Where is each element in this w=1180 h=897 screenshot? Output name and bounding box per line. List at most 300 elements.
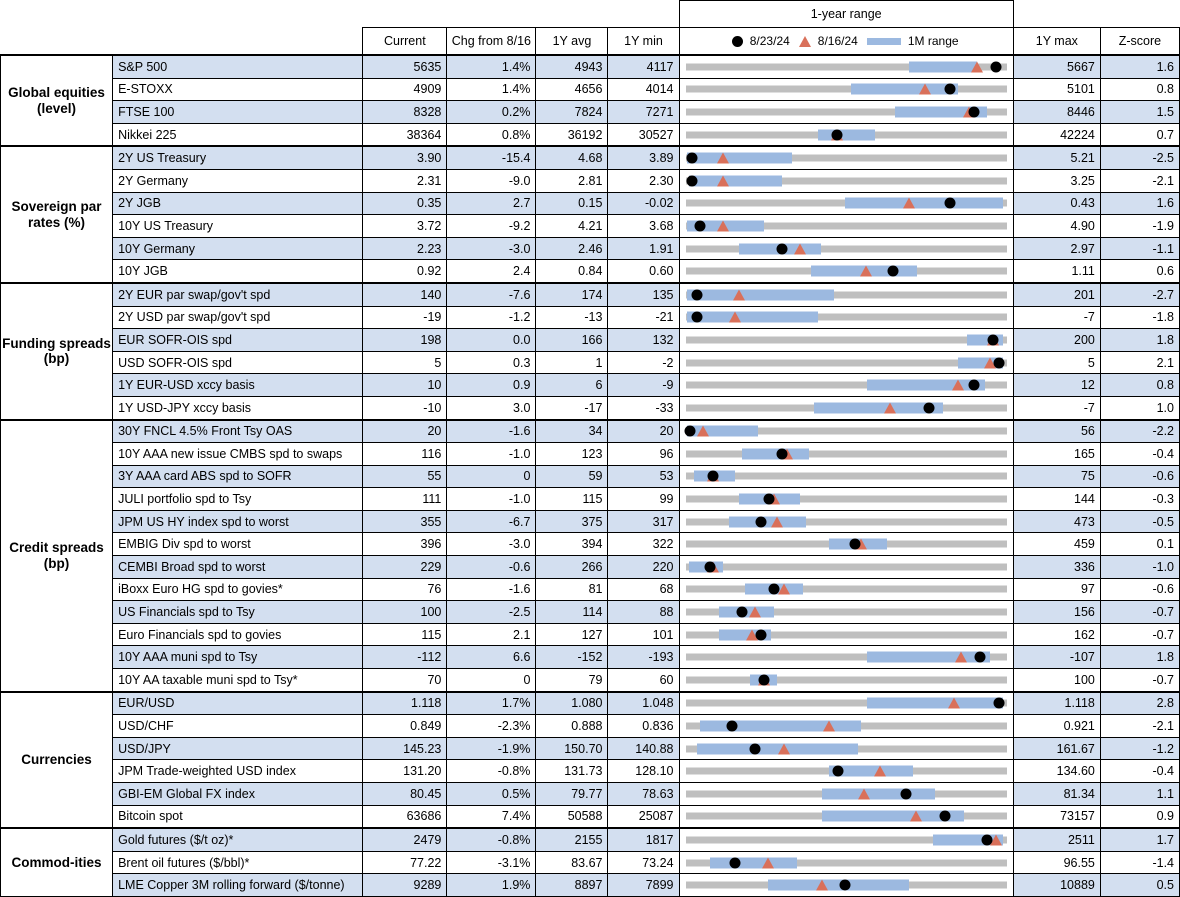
row-1y-max: 473 [1013,510,1100,533]
row-label: 2Y Germany [113,169,363,192]
row-label: US Financials spd to Tsy [113,601,363,624]
row-1y-min: 4014 [608,78,679,101]
row-label: EMBIG Div spd to worst [113,533,363,556]
current-marker-icon [756,516,767,527]
prior-week-marker-icon [948,698,960,709]
row-zscore: 0.8 [1100,78,1179,101]
row-1y-min: 317 [608,510,679,533]
row-1y-avg: 0.15 [536,192,608,215]
prior-week-marker-icon [749,607,761,618]
table-row [1,237,1180,260]
row-current: 1.118 [363,692,447,715]
row-zscore: -0.3 [1100,488,1179,511]
row-1y-min: 1817 [608,828,679,851]
row-current: 77.22 [363,851,447,874]
row-1y-max: 144 [1013,488,1100,511]
row-zscore: -1.2 [1100,737,1179,760]
row-change: -0.8% [447,760,536,783]
row-1y-min: 7899 [608,874,679,897]
row-label: GBI-EM Global FX index [113,783,363,806]
row-zscore: -0.6 [1100,465,1179,488]
current-marker-icon [849,539,860,550]
prior-week-marker-icon [955,652,967,663]
row-1y-max: 459 [1013,533,1100,556]
prior-week-marker-icon [717,220,729,231]
table-header [1,1,1180,56]
row-label: 10Y JGB [113,260,363,283]
row-1y-min: 99 [608,488,679,511]
row-zscore: 1.1 [1100,783,1179,806]
range-chart-cell [679,283,1013,306]
row-1y-avg: 115 [536,488,608,511]
range-track [686,563,1007,570]
row-label: LME Copper 3M rolling forward ($/tonne) [113,874,363,897]
row-zscore: -2.1 [1100,169,1179,192]
red-triangle-icon [799,36,811,47]
row-1y-min: 128.10 [608,760,679,783]
row-label: 2Y EUR par swap/gov't spd [113,283,363,306]
table-row [1,169,1180,192]
one-month-range-bar [710,857,797,868]
row-change: -1.6 [447,420,536,443]
row-1y-max: 8446 [1013,101,1100,124]
row-1y-avg: 166 [536,329,608,352]
row-1y-max: 161.67 [1013,737,1100,760]
row-zscore: -2.5 [1100,146,1179,169]
row-current: 5635 [363,55,447,78]
row-1y-min: 140.88 [608,737,679,760]
range-chart-cell [679,443,1013,466]
row-current: 145.23 [363,737,447,760]
row-1y-min: 0.60 [608,260,679,283]
range-chart-cell [679,306,1013,329]
group-label: Funding spreads (bp) [1,283,113,420]
row-1y-min: 101 [608,623,679,646]
row-change: 0.0 [447,329,536,352]
row-current: 5 [363,351,447,374]
row-1y-max: 0.43 [1013,192,1100,215]
range-chart-cell [679,169,1013,192]
row-label: JPM Trade-weighted USD index [113,760,363,783]
range-track [686,676,1007,683]
row-zscore: 0.9 [1100,805,1179,828]
group-label: Currencies [1,692,113,829]
row-1y-avg: 81 [536,578,608,601]
row-label: S&P 500 [113,55,363,78]
range-chart-cell [679,215,1013,238]
range-chart-cell [679,374,1013,397]
table-row [1,737,1180,760]
row-1y-min: 135 [608,283,679,306]
row-zscore: -1.0 [1100,556,1179,579]
row-1y-avg: -17 [536,396,608,419]
range-chart-cell [679,533,1013,556]
row-current: 2.23 [363,237,447,260]
row-1y-max: 5101 [1013,78,1100,101]
row-zscore: 1.8 [1100,646,1179,669]
row-change: 3.0 [447,396,536,419]
row-1y-max: 162 [1013,623,1100,646]
row-current: 80.45 [363,783,447,806]
row-1y-avg: 6 [536,374,608,397]
spacer-cell-10 [113,28,363,56]
row-1y-min: -0.02 [608,192,679,215]
current-marker-icon [777,243,788,254]
range-title: 1-year range [679,1,1013,28]
range-chart-cell [679,101,1013,124]
one-month-range-bar [845,198,1003,209]
spacer-cell-7 [1013,1,1100,28]
row-1y-min: 1.048 [608,692,679,715]
current-marker-icon [707,471,718,482]
row-current: -19 [363,306,447,329]
row-1y-max: 100 [1013,669,1100,692]
row-change: -9.0 [447,169,536,192]
current-marker-icon [994,357,1005,368]
col-zscore: Z-score [1100,28,1179,56]
row-current: 8328 [363,101,447,124]
legend [679,28,1013,56]
row-1y-avg: 0.888 [536,715,608,738]
row-zscore: 0.6 [1100,260,1179,283]
row-1y-max: -7 [1013,306,1100,329]
row-change: -3.1% [447,851,536,874]
one-month-range-bar [700,721,861,732]
row-current: -10 [363,396,447,419]
row-label: 10Y AAA muni spd to Tsy [113,646,363,669]
row-label: 10Y Germany [113,237,363,260]
row-change: -7.6 [447,283,536,306]
row-current: 140 [363,283,447,306]
row-zscore: -2.1 [1100,715,1179,738]
row-change: 0.3 [447,351,536,374]
table-row [1,260,1180,283]
range-chart-cell [679,851,1013,874]
current-marker-icon [839,880,850,891]
range-track [686,245,1007,252]
current-marker-icon [968,106,979,117]
row-current: 3.90 [363,146,447,169]
table-row [1,146,1180,169]
range-track [686,496,1007,503]
row-change: 0.9 [447,374,536,397]
row-1y-avg: 1 [536,351,608,374]
table-row [1,692,1180,715]
row-1y-max: 201 [1013,283,1100,306]
range-chart-cell [679,692,1013,715]
prior-week-marker-icon [794,243,806,254]
one-month-range-bar [867,698,1002,709]
row-label: Gold futures ($/t oz)* [113,828,363,851]
table-row [1,874,1180,897]
prior-week-marker-icon [919,84,931,95]
row-1y-avg: 79 [536,669,608,692]
row-1y-avg: 2.46 [536,237,608,260]
group-label: Credit spreads (bp) [1,420,113,692]
row-1y-avg: 79.77 [536,783,608,806]
blue-bar-icon [867,38,901,45]
current-marker-icon [981,834,992,845]
one-month-range-bar [909,61,977,72]
table-row [1,396,1180,419]
row-change: -2.3% [447,715,536,738]
row-current: 111 [363,488,447,511]
row-1y-max: 10889 [1013,874,1100,897]
row-current: 63686 [363,805,447,828]
row-1y-max: 56 [1013,420,1100,443]
row-zscore: 0.1 [1100,533,1179,556]
table-row [1,351,1180,374]
row-1y-max: -107 [1013,646,1100,669]
row-label: 2Y USD par swap/gov't spd [113,306,363,329]
legend-black-dot-label: 8/23/24 [749,34,790,48]
row-change: 6.6 [447,646,536,669]
range-chart-cell [679,488,1013,511]
row-1y-min: -21 [608,306,679,329]
row-change: -1.0 [447,488,536,511]
table-row [1,101,1180,124]
one-month-range-bar [822,788,935,799]
table-row [1,715,1180,738]
row-1y-max: 97 [1013,578,1100,601]
row-change: 2.4 [447,260,536,283]
prior-week-marker-icon [771,516,783,527]
current-marker-icon [686,153,697,164]
row-1y-max: 165 [1013,443,1100,466]
row-1y-max: 5.21 [1013,146,1100,169]
row-current: 10 [363,374,447,397]
row-current: 2479 [363,828,447,851]
current-marker-icon [685,426,696,437]
col-current: Current [363,28,447,56]
row-1y-max: 2511 [1013,828,1100,851]
row-1y-min: 96 [608,443,679,466]
table-row [1,420,1180,443]
prior-week-marker-icon [717,175,729,186]
table-row [1,329,1180,352]
table-row [1,283,1180,306]
row-change: -6.7 [447,510,536,533]
row-change: 1.7% [447,692,536,715]
row-1y-min: 20 [608,420,679,443]
row-zscore: 0.5 [1100,874,1179,897]
row-current: 9289 [363,874,447,897]
prior-week-marker-icon [762,857,774,868]
current-marker-icon [764,494,775,505]
row-1y-min: -193 [608,646,679,669]
row-1y-min: 60 [608,669,679,692]
prior-week-marker-icon [697,426,709,437]
table-row [1,828,1180,851]
row-zscore: -0.7 [1100,623,1179,646]
row-current: 100 [363,601,447,624]
row-zscore: -2.7 [1100,283,1179,306]
row-current: 38364 [363,123,447,146]
row-1y-max: 12 [1013,374,1100,397]
range-chart-cell [679,465,1013,488]
prior-week-marker-icon [778,743,790,754]
prior-week-marker-icon [729,312,741,323]
table-row [1,510,1180,533]
prior-week-marker-icon [884,402,896,413]
row-1y-avg: 4.21 [536,215,608,238]
row-change: 0.8% [447,123,536,146]
row-change: 0 [447,465,536,488]
row-current: 20 [363,420,447,443]
row-change: 2.1 [447,623,536,646]
range-chart-cell [679,78,1013,101]
current-marker-icon [991,61,1002,72]
range-chart-cell [679,146,1013,169]
row-1y-max: 1.11 [1013,260,1100,283]
prior-week-marker-icon [952,380,964,391]
range-chart-cell [679,783,1013,806]
row-1y-min: -2 [608,351,679,374]
row-1y-min: 220 [608,556,679,579]
range-track [686,86,1007,93]
one-month-range-bar [867,652,989,663]
range-chart-cell [679,874,1013,897]
row-1y-avg: 1.080 [536,692,608,715]
row-1y-avg: 375 [536,510,608,533]
row-1y-avg: 150.70 [536,737,608,760]
current-marker-icon [888,266,899,277]
range-chart-cell [679,737,1013,760]
row-zscore: 1.6 [1100,192,1179,215]
row-label: EUR/USD [113,692,363,715]
current-marker-icon [944,84,955,95]
row-1y-avg: 4943 [536,55,608,78]
row-current: 4909 [363,78,447,101]
row-1y-max: 200 [1013,329,1100,352]
row-1y-min: 73.24 [608,851,679,874]
row-1y-min: 132 [608,329,679,352]
prior-week-marker-icon [823,721,835,732]
range-track [686,336,1007,343]
row-label: 2Y US Treasury [113,146,363,169]
row-1y-avg: 4.68 [536,146,608,169]
row-1y-max: 3.25 [1013,169,1100,192]
table-row [1,783,1180,806]
range-track [686,586,1007,593]
row-label: 10Y AAA new issue CMBS spd to swaps [113,443,363,466]
row-1y-avg: 114 [536,601,608,624]
row-zscore: 0.7 [1100,123,1179,146]
row-change: 0 [447,669,536,692]
current-marker-icon [756,629,767,640]
col-change: Chg from 8/16 [447,28,536,56]
current-marker-icon [759,674,770,685]
table-row [1,488,1180,511]
range-chart-cell [679,623,1013,646]
table-row [1,578,1180,601]
row-current: 55 [363,465,447,488]
one-month-range-bar [818,129,876,140]
prior-week-marker-icon [816,880,828,891]
table-row [1,374,1180,397]
row-zscore: 1.5 [1100,101,1179,124]
row-1y-avg: 7824 [536,101,608,124]
row-change: -0.6 [447,556,536,579]
range-chart-cell [679,237,1013,260]
range-chart-cell [679,646,1013,669]
row-1y-avg: 266 [536,556,608,579]
row-zscore: 1.7 [1100,828,1179,851]
table-row [1,760,1180,783]
row-1y-min: 2.30 [608,169,679,192]
row-1y-min: 68 [608,578,679,601]
current-marker-icon [695,220,706,231]
one-month-range-bar [687,312,817,323]
row-zscore: -1.1 [1100,237,1179,260]
current-marker-icon [730,857,741,868]
prior-week-marker-icon [910,811,922,822]
row-1y-max: 81.34 [1013,783,1100,806]
current-marker-icon [777,448,788,459]
range-chart-cell [679,192,1013,215]
one-month-range-bar [689,175,782,186]
row-change: -1.0 [447,443,536,466]
current-marker-icon [691,312,702,323]
row-1y-max: 134.60 [1013,760,1100,783]
prior-week-marker-icon [717,153,729,164]
row-1y-avg: 83.67 [536,851,608,874]
row-change: 1.4% [447,55,536,78]
row-change: -2.5 [447,601,536,624]
row-change: -15.4 [447,146,536,169]
row-1y-max: 2.97 [1013,237,1100,260]
row-1y-min: -9 [608,374,679,397]
row-label: 2Y JGB [113,192,363,215]
row-label: USD/JPY [113,737,363,760]
row-1y-max: 96.55 [1013,851,1100,874]
row-current: 396 [363,533,447,556]
row-change: -1.6 [447,578,536,601]
col-1y-avg: 1Y avg [536,28,608,56]
row-change: -3.0 [447,533,536,556]
row-1y-max: 73157 [1013,805,1100,828]
row-1y-max: 4.90 [1013,215,1100,238]
current-marker-icon [704,561,715,572]
current-marker-icon [944,198,955,209]
row-zscore: -1.8 [1100,306,1179,329]
table-row [1,465,1180,488]
row-1y-min: 0.836 [608,715,679,738]
table-row [1,123,1180,146]
current-marker-icon [968,380,979,391]
row-zscore: -0.4 [1100,443,1179,466]
table-row [1,556,1180,579]
row-current: 131.20 [363,760,447,783]
row-change: 1.4% [447,78,536,101]
current-marker-icon [686,175,697,186]
row-current: 0.92 [363,260,447,283]
row-change: -1.9% [447,737,536,760]
row-1y-min: 3.89 [608,146,679,169]
current-marker-icon [901,788,912,799]
row-1y-avg: 50588 [536,805,608,828]
row-label: CEMBI Broad spd to worst [113,556,363,579]
range-chart-cell [679,601,1013,624]
row-label: 10Y US Treasury [113,215,363,238]
current-marker-icon [833,766,844,777]
row-label: Bitcoin spot [113,805,363,828]
row-1y-avg: 131.73 [536,760,608,783]
table-row [1,669,1180,692]
row-1y-avg: 394 [536,533,608,556]
range-chart-cell [679,260,1013,283]
row-1y-min: 25087 [608,805,679,828]
